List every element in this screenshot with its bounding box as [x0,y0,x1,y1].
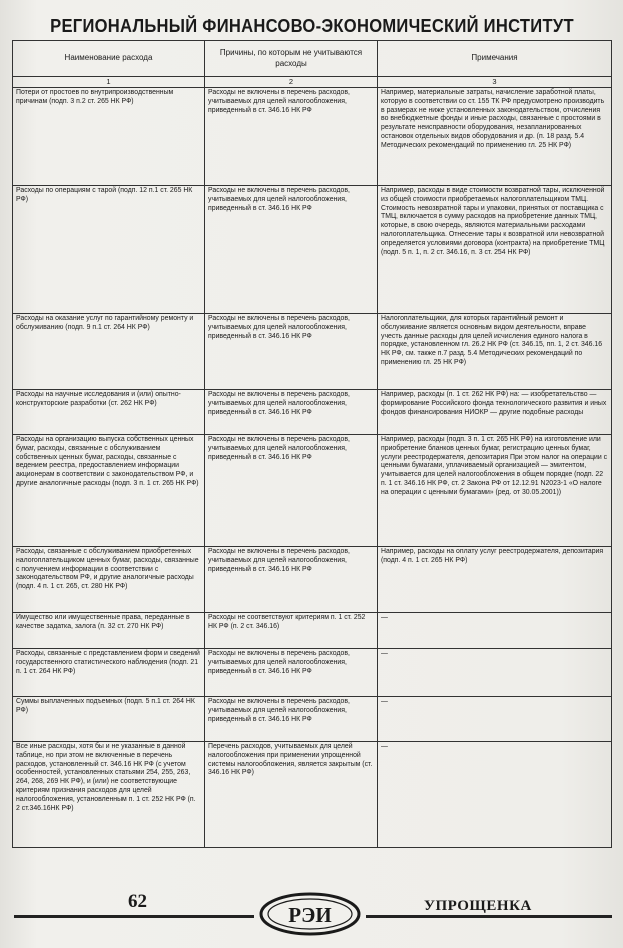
expense-name-cell: Расходы, связанные с представлением форм и сведений государственного статистического наблюдения (подп. 21 п. 1 ст. 264 НК РФ) [13,649,205,697]
table-row [13,613,612,649]
column-number: 2 [205,77,378,88]
note-cell: Например, расходы на оплату услуг реестродержателя, депозитария (подп. 4 п. 1 ст. 265 НК РФ) [378,547,612,613]
note-cell: — [378,742,612,848]
reason-cell: Расходы не включены в перечень расходов, учитываемых для целей налогообложения, приведенный в ст. 346.16 НК РФ [205,547,378,613]
reason-cell: Расходы не включены в перечень расходов, учитываемых для целей налогообложения, приведенный в ст. 346.16 НК РФ [205,186,378,314]
table-header-row [13,41,612,77]
note-cell: Налогоплательщики, для которых гарантийный ремонт и обслуживание является основным видом деятельности, вправе учесть данные расходы для целей исчисления единого налога в порядке, установленном гл. 26.2 НК РФ (ст. 346.15, пп. 1, 2 ст. 346.16 НК РФ, см. также п.7 разд. 5.4 Методических рекомендаций по применению гл. 25 НК РФ) [378,314,612,390]
expense-name-cell: Суммы выплаченных подъемных (подп. 5 п.1 ст. 264 НК РФ) [13,697,205,742]
expenses-table [12,40,612,848]
table-row [13,697,612,742]
reason-cell: Расходы не включены в перечень расходов, учитываемых для целей налогообложения, приведенный в ст. 346.16 НК РФ [205,697,378,742]
reason-cell: Расходы не включены в перечень расходов, учитываемых для целей налогообложения, приведенный в ст. 346.16 НК РФ [205,88,378,186]
note-cell: — [378,649,612,697]
reason-cell: Расходы не соответствуют критериям п. 1 ст. 252 НК РФ (п. 2 ст. 346.16) [205,613,378,649]
table-row [13,88,612,186]
note-cell: — [378,613,612,649]
column-header-reason: Причины, по которым не учитываются расходы [205,41,378,77]
logo-text: РЭИ [288,903,332,927]
expense-name-cell: Расходы на научные исследования и (или) опытно-конструкторские разработки (ст. 262 НК РФ) [13,390,205,435]
institute-header: РЕГИОНАЛЬНЫЙ ФИНАНСОВО-ЭКОНОМИЧЕСКИЙ ИНСТИТУТ [50,16,574,36]
note-cell: — [378,697,612,742]
table-row [13,547,612,613]
expense-name-cell: Расходы на оказание услуг по гарантийному ремонту и обслуживанию (подп. 9 п.1 ст. 264 НК РФ) [13,314,205,390]
expense-name-cell: Расходы на организацию выпуска собственных ценных бумаг, расходы, связанные с обслуживанием собственных ценных бумаг, расходы, связанные с ведением реестра, предоставлением информации акционерам в соответствии с законодательством РФ, и другие аналогичные расходы (подп. 3 п. 1 ст. 265 НК РФ) [13,435,205,547]
expense-name-cell: Имущество или имущественные права, переданные в качестве задатка, залога (п. 32 ст. 270 НК РФ) [13,613,205,649]
table-row [13,649,612,697]
column-header-note: Примечания [378,41,612,77]
table-row [13,390,612,435]
expense-name-cell: Все иные расходы, хотя бы и не указанные в данной таблице, но при этом не включенные в перечень расходов, установленный ст. 346.16 НК РФ (с учетом особенностей, установленных статьями 254, 255, 263, 264, 268, 269 НК РФ), и (или) не соответствующие критериям признания расходов для целей налогообложения, установленным п. 1 ст. 252 НК РФ (п. 2 ст.346.16НК РФ) [13,742,205,848]
page-footer [0,885,623,945]
brand-name: УПРОЩЕНКА [424,898,532,914]
column-header-name: Наименование расхода [13,41,205,77]
expense-name-cell: Потери от простоев по внутрипроизводственным причинам (подп. 3 п.2 ст. 265 НК РФ) [13,88,205,186]
note-cell: Например, расходы (п. 1 ст. 262 НК РФ) на: — изобретательство — формирование Российского фонда технологического развития и иных фондов финансирования НИОКР — другие подобные расходы [378,390,612,435]
institute-logo [258,891,362,937]
reason-cell: Расходы не включены в перечень расходов, учитываемых для целей налогообложения, приведенный в ст. 346.16 НК РФ [205,435,378,547]
table-row [13,435,612,547]
table-row [13,314,612,390]
column-number-row [13,77,612,88]
column-number: 1 [13,77,205,88]
column-number: 3 [378,77,612,88]
footer-rule-left [14,915,254,918]
reason-cell: Перечень расходов, учитываемых для целей налогообложения при применении упрощенной системы налогообложения, является закрытым (ст. 346.16 НК РФ) [205,742,378,848]
table-row [13,742,612,848]
reason-cell: Расходы не включены в перечень расходов, учитываемых для целей налогообложения, приведенный в ст. 346.16 НК РФ [205,649,378,697]
footer-rule-right [366,915,612,918]
expense-name-cell: Расходы по операциям с тарой (подп. 12 п.1 ст. 265 НК РФ) [13,186,205,314]
reason-cell: Расходы не включены в перечень расходов, учитываемых для целей налогообложения, приведенный в ст. 346.16 НК РФ [205,390,378,435]
table-row [13,186,612,314]
note-cell: Например, расходы в виде стоимости возвратной тары, исключенной из общей стоимости приобретаемых налогоплательщиком ТМЦ. Стоимость невозвратной тары и упаковки, принятых от поставщика с ТМЦ, включается в сумму расходов на приобретение данных ТМЦ, которые, в свою очередь, являются материальными расходами налогоплательщика. Отнесение тары к возвратной или невозвратной определяется условиями договора (контракта) на приобретение ТМЦ (подп. 5 п. 1, п. 2 ст. 346.16, п. 3 ст. 254 НК РФ) [378,186,612,314]
page-number: 62 [128,891,147,912]
expense-name-cell: Расходы, связанные с обслуживанием приобретенных налогоплательщиком ценных бумаг, расходы, связанные с получением информации в соответствии с законодательством РФ, и другие аналогичные расходы (подп. 4 п. 1 ст. 265, ст. 280 НК РФ) [13,547,205,613]
reason-cell: Расходы не включены в перечень расходов, учитываемых для целей налогообложения, приведенный в ст. 346.16 НК РФ [205,314,378,390]
note-cell: Например, расходы (подп. 3 п. 1 ст. 265 НК РФ) на изготовление или приобретение бланков ценных бумаг, регистрацию ценных бумаг, услуги реестродержателя, депозитария При этом налог на операции с ценными бумагами, уплачиваемый организацией — эмитентом, учитывается для целей налогообложения в общем порядке (подп. 22 п. 1 ст. 346.16 НК РФ, ст. 2 Закона РФ от 12.12.91 N2023-1 «О налоге на операции с ценными бумагами» (ред. от 30.05.2001)) [378,435,612,547]
note-cell: Например, материальные затраты, начисление заработной платы, которую в соответствии со ст. 155 ТК РФ предусмотрено производить в размерах не ниже установленных законодательством, отчисления во внебюджетные фонды и иные расходы, связанные с простоями в результате неисправности оборудования, незапланированных остановок отдельных видов оборудования и др. (п. 18 разд. 5.4 Методических рекомендаций по применению гл. 25 НК РФ) [378,88,612,186]
